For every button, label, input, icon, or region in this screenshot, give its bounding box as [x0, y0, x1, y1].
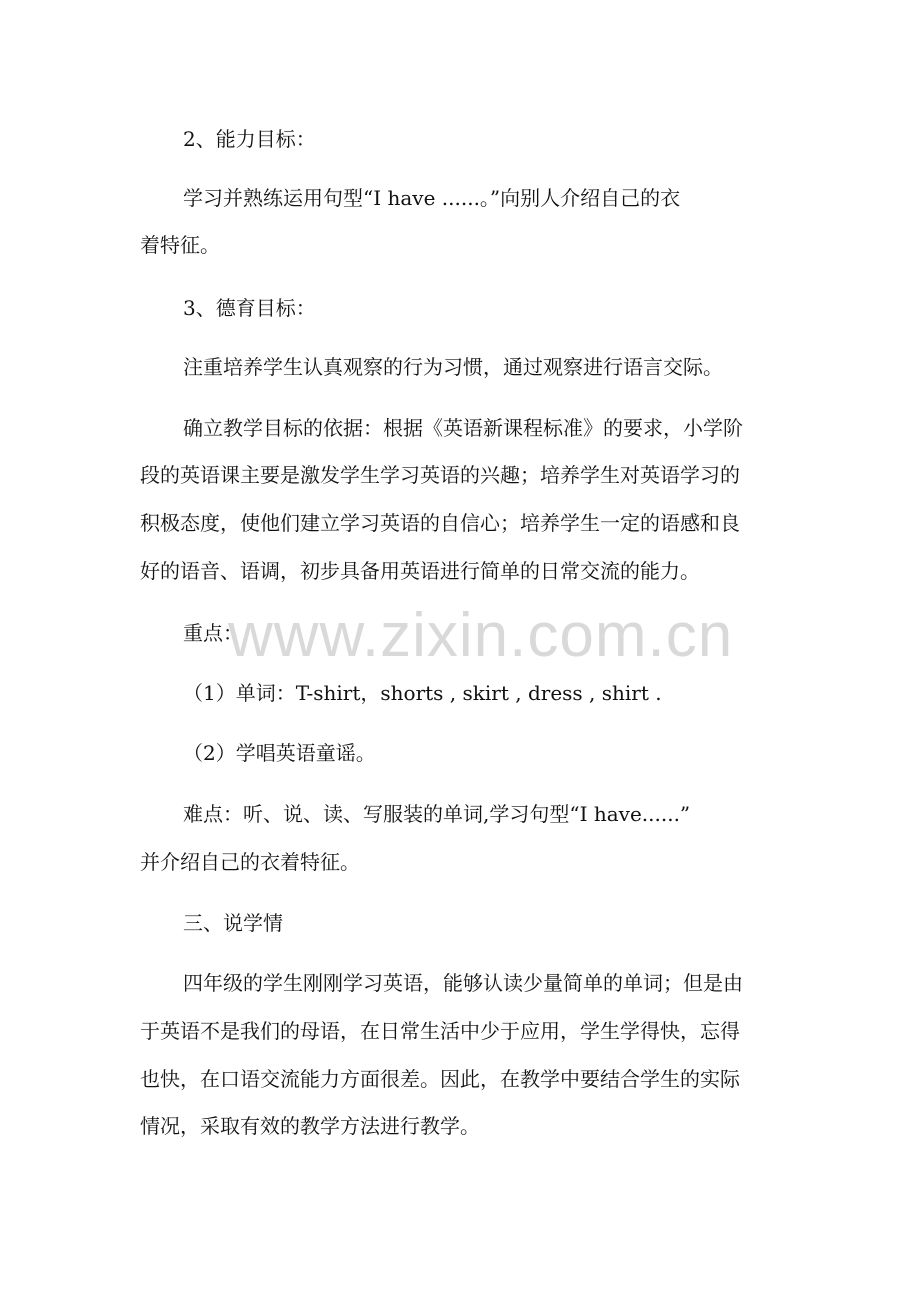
difficulty-line-1: 难点：听、说、读、写服装的单词,学习句型“I have......” [183, 802, 691, 826]
moral-goal-heading: 3、德育目标： [183, 296, 316, 320]
key-point-1: （1）单词：T-shirt，shorts , skirt , dress , shirt . [183, 681, 662, 705]
learner-text-line-1: 四年级的学生刚刚学习英语，能够认读少量简单的单词；但是由 [183, 971, 743, 995]
basis-text-line-2: 段的英语课主要是激发学生学习英语的兴趣；培养学生对英语学习的 [140, 463, 740, 487]
key-points-heading: 重点： [183, 621, 243, 645]
moral-goal-text: 注重培养学生认真观察的行为习惯，通过观察进行语言交际。 [183, 355, 723, 379]
watermark: www.zixin.com.cn [228, 601, 734, 670]
basis-text-line-4: 好的语音、语调，初步具备用英语进行简单的日常交流的能力。 [140, 559, 700, 583]
learner-text-line-2: 于英语不是我们的母语，在日常生活中少于应用，学生学得快，忘得 [140, 1019, 740, 1043]
difficulty-line-2: 并介绍自己的衣着特征。 [140, 850, 360, 874]
key-point-2: （2）学唱英语童谣。 [183, 741, 376, 765]
learner-text-line-3: 也快，在口语交流能力方面很差。因此，在教学中要结合学生的实际 [140, 1067, 740, 1091]
section-three-heading: 三、说学情 [183, 911, 283, 935]
ability-goal-heading: 2、能力目标： [183, 127, 316, 151]
ability-goal-text-line-2: 着特征。 [140, 233, 220, 257]
basis-text-line-1: 确立教学目标的依据：根据《英语新课程标准》的要求，小学阶 [183, 416, 743, 440]
learner-text-line-4: 情况，采取有效的教学方法进行教学。 [140, 1114, 480, 1138]
ability-goal-text-line-1: 学习并熟练运用句型“I have ......。”向别人介绍自己的衣 [183, 186, 681, 210]
basis-text-line-3: 积极态度，使他们建立学习英语的自信心；培养学生一定的语感和良 [140, 511, 740, 535]
